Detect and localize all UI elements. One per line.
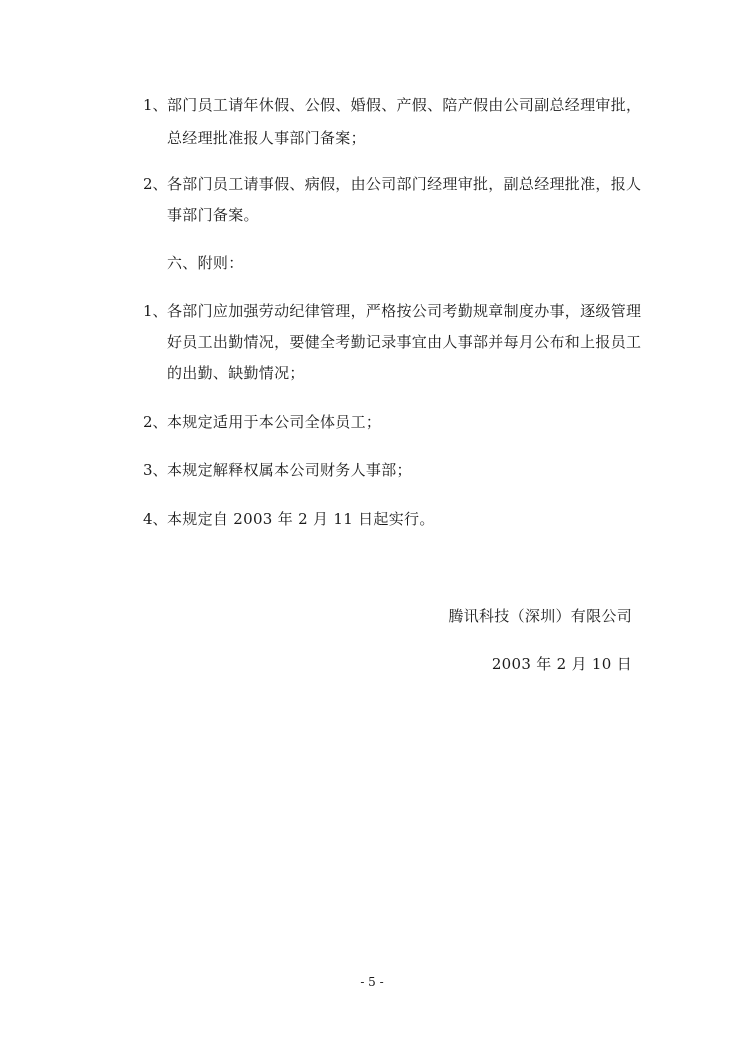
- item-text-line: 各部门员工请事假、病假，由公司部门经理审批，副总经理批准，报人: [167, 175, 642, 193]
- item-text-line: 各部门应加强劳动纪律管理，严格按公司考勤规章制度办事，逐级管理: [167, 302, 642, 320]
- item-text-line: 本规定自 2003 年 2 月 11 日起实行。: [167, 510, 435, 528]
- item-text-line: 总经理批准报人事部门备案；: [167, 129, 366, 147]
- signature-company: 腾讯科技（深圳）有限公司: [448, 607, 632, 625]
- page-number: - 5 -: [360, 975, 384, 989]
- item-number: 2、: [143, 413, 168, 431]
- item-number: 3、: [143, 461, 168, 479]
- item-number: 2、: [143, 175, 168, 193]
- item-text-line: 事部门备案。: [167, 206, 259, 224]
- section-heading: 六、附则：: [167, 254, 244, 272]
- item-number: 1、: [143, 96, 168, 114]
- item-number: 4、: [143, 510, 168, 528]
- item-text-line: 好员工出勤情况，要健全考勤记录事宜由人事部并每月公布和上报员工: [167, 333, 642, 351]
- item-text-line: 本规定解释权属本公司财务人事部；: [167, 461, 412, 479]
- item-text-line: 部门员工请年休假、公假、婚假、产假、陪产假由公司副总经理审批，: [167, 96, 642, 114]
- item-text-line: 本规定适用于本公司全体员工；: [167, 413, 382, 431]
- item-text-line: 的出勤、缺勤情况；: [167, 364, 305, 382]
- item-number: 1、: [143, 302, 168, 320]
- signature-date: 2003 年 2 月 10 日: [491, 655, 632, 673]
